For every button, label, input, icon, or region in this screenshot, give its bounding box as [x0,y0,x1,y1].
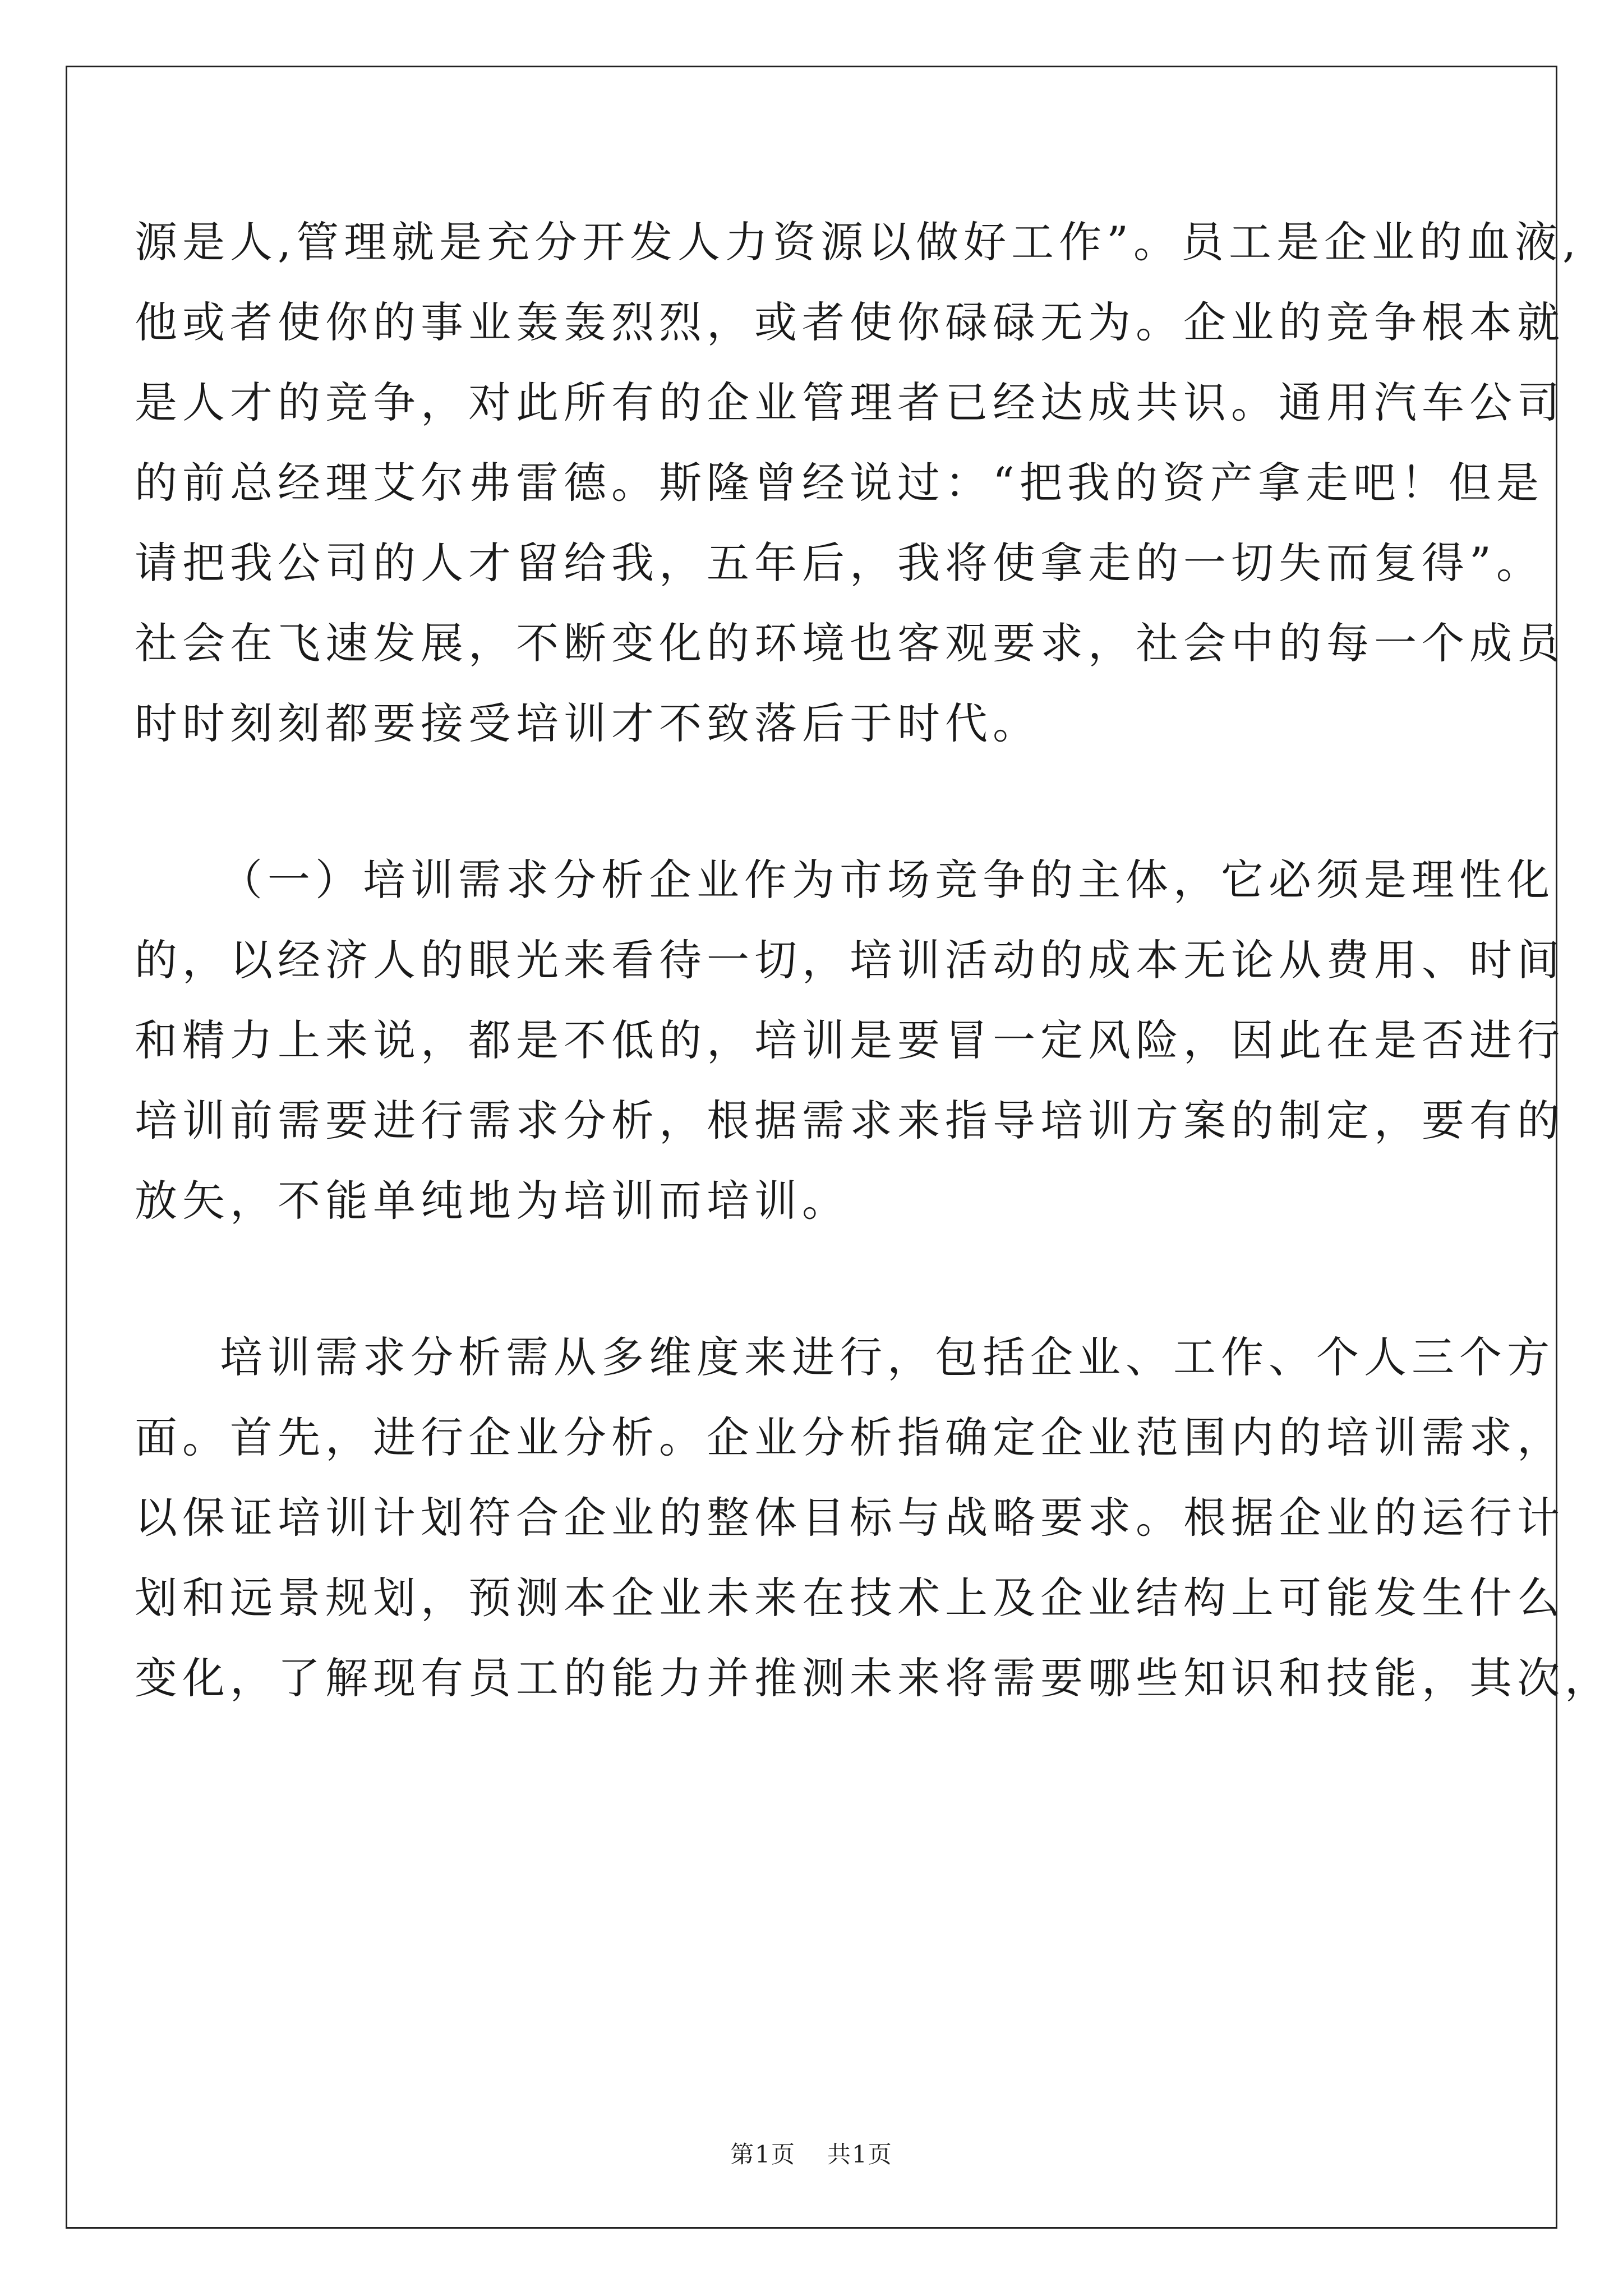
text-line: 和精力上来说，都是不低的，培训是要冒一定风险，因此在是否进行 [135,1015,1565,1065]
paragraph-spacer [135,1241,1490,1317]
text-line: 的前总经理艾尔弗雷德。斯隆曾经说过：“把我的资产拿走吧！但是 [135,458,1544,508]
page-total: 共1页 [827,2141,893,2168]
text-line: 时时刻刻都要接受培训才不致落后于时代。 [135,698,1040,748]
text-line: 请把我公司的人才留给我，五年后，我将使拿走的一切失而复得”。 [135,538,1544,588]
document-body [135,202,1612,1718]
text-line: 社会在飞速发展，不断变化的环境也客观要求，社会中的每一个成员 [135,618,1565,668]
page-number: 第1页 [730,2141,796,2168]
text-line: 的，以经济人的眼光来看待一切，培训活动的成本无论从费用、时间 [135,935,1565,985]
text-line: 培训需求分析需从多维度来进行，包括企业、工作、个人三个方 [220,1332,1555,1382]
text-line: 是人才的竞争，对此所有的企业管理者已经达成共识。通用汽车公司 [135,378,1565,427]
text-line: 放矢，不能单纯地为培训而培训。 [135,1176,850,1226]
text-line: 培训前需要进行需求分析，根据需求来指导培训方案的制定，要有的 [135,1096,1565,1145]
page-footer [0,2136,1623,2170]
text-line: 他或者使你的事业轰轰烈烈，或者使你碌碌无为。企业的竞争根本就 [135,297,1565,347]
paragraph-spacer [135,763,1490,840]
text-line: 变化，了解现有员工的能力并推测未来将需要哪些知识和技能，其次， [135,1653,1612,1703]
text-line: 源是人,管理就是充分开发人力资源以做好工作”。员工是企业的血液, [135,217,1581,267]
text-line: 划和远景规划，预测本企业未来在技术上及企业结构上可能发生什么 [135,1573,1565,1623]
text-line: 以保证培训计划符合企业的整体目标与战略要求。根据企业的运行计 [135,1493,1565,1543]
text-line: 面。首先，进行企业分析。企业分析指确定企业范围内的培训需求， [135,1412,1565,1462]
text-line: （一）培训需求分析企业作为市场竞争的主体，它必须是理性化 [220,855,1555,905]
